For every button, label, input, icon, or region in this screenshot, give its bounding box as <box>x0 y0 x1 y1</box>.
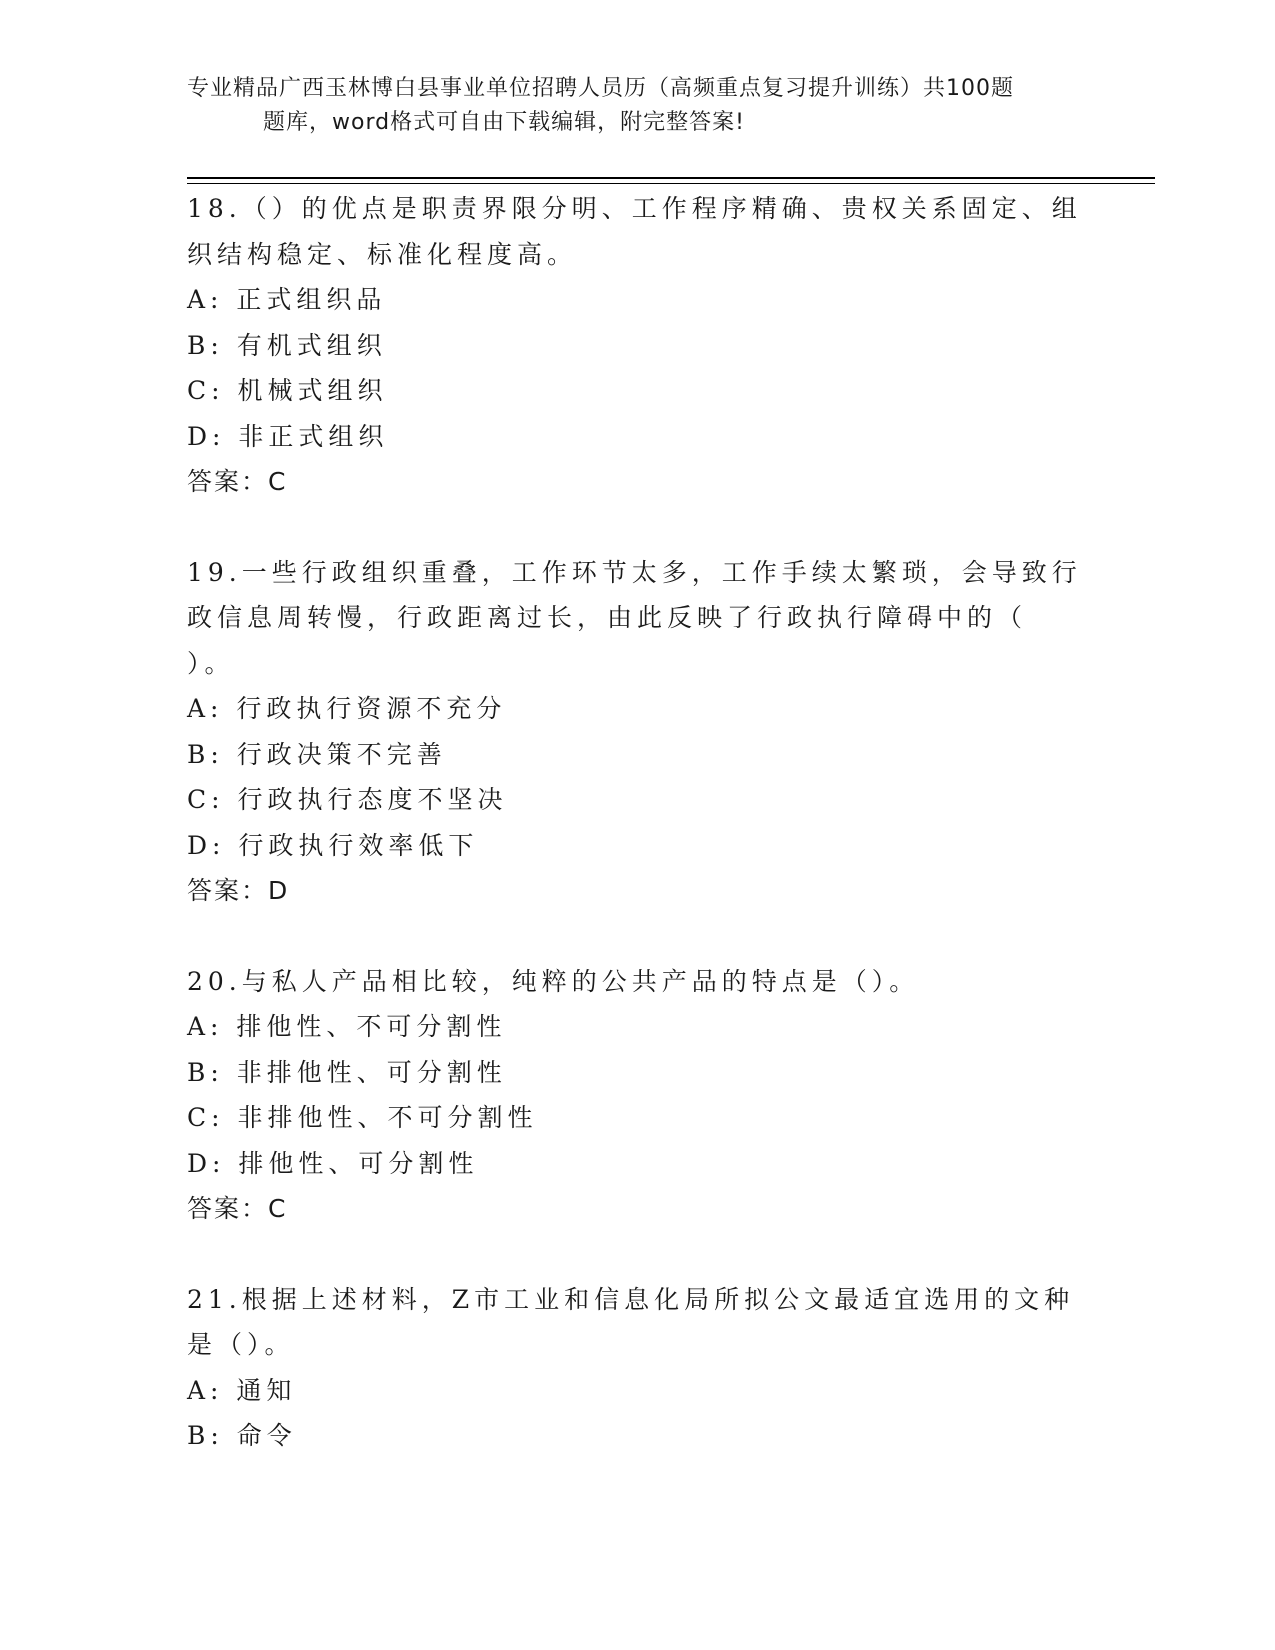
option-c: C: 行政执行态度不坚决 <box>187 785 508 814</box>
document-header <box>187 72 1107 140</box>
question-19 <box>187 550 1087 914</box>
option-b: B: 有机式组织 <box>187 330 387 360</box>
option-d: D: 非正式组织 <box>187 421 389 451</box>
question-stem: 20.与私人产品相比较，纯粹的公共产品的特点是（）。 <box>187 966 920 996</box>
option-a: A: 排他性、不可分割性 <box>187 1012 507 1041</box>
option-b: B: 命令 <box>187 1421 297 1450</box>
answer: 答案：D <box>187 876 290 905</box>
option-a: A: 正式组织品 <box>187 285 387 314</box>
option-b: B: 非排他性、可分割性 <box>187 1057 507 1087</box>
question-21 <box>187 1277 1087 1459</box>
question-stem: 21.根据上述材料，Z市工业和信息化局所拟公文最适宜选用的文种是（）。 <box>187 1284 1075 1359</box>
option-d: D: 排他性、可分割性 <box>187 1148 479 1178</box>
option-a: A: 通知 <box>187 1375 297 1405</box>
answer: 答案：C <box>187 467 288 496</box>
option-c: C: 非排他性、不可分割性 <box>187 1103 538 1132</box>
header-divider <box>187 177 1155 179</box>
option-c: C: 机械式组织 <box>187 376 388 405</box>
question-stem: 19.一些行政组织重叠，工作环节太多，工作手续太繁琐，会导致行政信息周转慢，行政距离过长，由此反映了行政执行障碍中的（ ）。 <box>187 557 1088 678</box>
question-18 <box>187 186 1087 505</box>
document-title-line-1: 专业精品广西玉林博白县事业单位招聘人员历（高频重点复习提升训练）共100题 <box>187 76 1014 101</box>
question-stem: 18.（）的优点是职责界限分明、工作程序精确、贵权关系固定、组织结构稳定、标准化程度高。 <box>187 194 1082 269</box>
option-b: B: 行政决策不完善 <box>187 739 447 769</box>
header-divider-thin <box>187 183 1155 184</box>
answer: 答案：C <box>187 1194 288 1223</box>
option-d: D: 行政执行效率低下 <box>187 830 479 860</box>
document-title-line-2: 题库，word格式可自由下载编辑，附完整答案! <box>263 110 745 135</box>
question-20 <box>187 959 1087 1232</box>
option-a: A: 行政执行资源不充分 <box>187 694 507 723</box>
question-list <box>187 186 1087 1504</box>
